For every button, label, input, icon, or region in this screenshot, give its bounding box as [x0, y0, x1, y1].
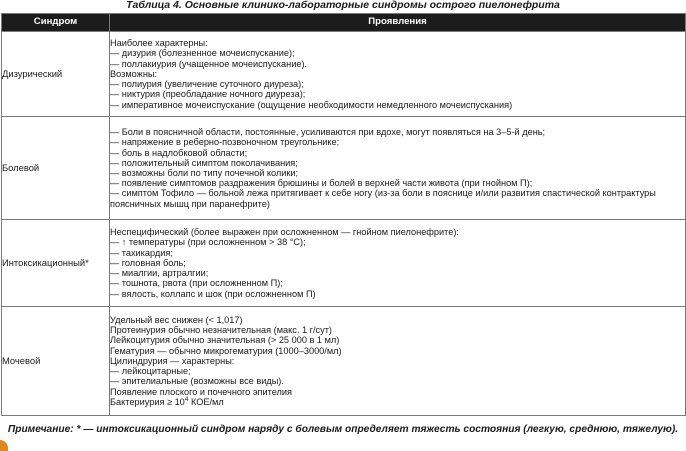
- manifestation-line: — императивное мочеиспускание (ощущение необходимости немедленного мочеиспускания): [110, 99, 513, 110]
- manifestations-cell: [110, 220, 686, 307]
- manifestation-line: — Боли в поясничной области, постоянные, усиливаются при вдохе, могут появляться на 3–5-й день;: [110, 127, 546, 138]
- bacteriuria-exponent: 4: [184, 395, 189, 403]
- syndrome-name: Болевой: [2, 117, 110, 220]
- manifestation-line: Удельный вес снижен (< 1,017): [110, 315, 243, 326]
- manifestations-cell: [110, 307, 686, 416]
- manifestation-line: — полиурия (увеличение суточного диуреза);: [110, 79, 304, 90]
- manifestation-line: — головная боль;: [110, 257, 186, 268]
- manifestation-line: — тошнота, рвота (при осложненном П);: [110, 278, 283, 289]
- bacteriuria-line: [110, 397, 685, 407]
- manifestation-line: Неспецифический (более выражен при осложненном — гнойном пиелонефрите):: [110, 227, 459, 238]
- manifestation-line: Протеинурия обычно незначительная (макс. 1 г/сут): [110, 325, 332, 336]
- manifestation-line: — миалгии, артралгии;: [110, 268, 209, 279]
- bacteriuria-unit: КОЕ/мл: [188, 396, 224, 407]
- syndromes-table: [1, 13, 686, 416]
- manifestation-line: — никтурия (преобладание ночного диуреза);: [110, 89, 306, 100]
- manifestation-line: — вялость, коллапс и шок (при осложненном П): [110, 288, 316, 299]
- manifestation-line: — возможны боли по типу почечной колики;: [110, 168, 299, 178]
- manifestation-line: — боль в надлобковой области;: [110, 147, 248, 158]
- manifestation-line: Наиболее характерны:: [110, 38, 208, 49]
- bacteriuria-text: Бактериурия ≥ 10: [110, 396, 185, 407]
- table-row-pain: [2, 117, 686, 220]
- table-header-row: [2, 14, 686, 32]
- manifestation-line: Цилиндрурия — характерны:: [110, 355, 235, 366]
- manifestation-line: — напряжение в реберно-позвоночном треугольнике;: [110, 137, 340, 148]
- manifestations-cell: [110, 32, 686, 117]
- manifestation-line: — эпителиальные (возможны все виды).: [110, 376, 284, 387]
- page-corner-accent: [0, 440, 8, 451]
- manifestation-line: — ↑ температуры (при осложненном > 38 °С);: [110, 237, 306, 248]
- manifestation-line: Появление плоского и почечного эпителия: [110, 386, 292, 397]
- manifestation-line: — положительный симптом поколачивания;: [110, 157, 298, 168]
- manifestation-line: Возможны:: [110, 68, 158, 79]
- manifestation-line: Лейкоцитурия обычно значительная (> 25 000 в 1 мл): [110, 335, 340, 346]
- manifestation-line: — появление симптомов раздражения брюшины и болей в верхней части живота (при гнойном П);: [110, 178, 533, 189]
- header-syndrome: Синдром: [2, 14, 110, 32]
- table-row-dysuric: [2, 32, 686, 117]
- manifestation-line: — лейкоцитарные;: [110, 366, 191, 377]
- manifestation-line: Гематурия — обычно микрогематурия (1000–3000/мл): [110, 345, 342, 356]
- syndrome-name: Мочевой: [2, 307, 110, 416]
- syndrome-name: Интоксикационный*: [2, 220, 110, 307]
- table-row-intoxication: [2, 220, 686, 307]
- table-caption: Таблица 4. Основные клинико-лабораторные синдромы острого пиелонефрита: [126, 0, 560, 11]
- manifestations-cell: [110, 117, 686, 220]
- table-row-urinary: [2, 307, 686, 416]
- manifestation-line: — симптом Тофило — больной лежа притягивает к себе ногу (из-за боли в пояснице и/или развития спастической контрактуры поясничных мышц при паранефрите): [110, 188, 656, 209]
- manifestation-line: — дизурия (болезненное мочеиспускание);: [110, 48, 295, 59]
- footnote: Примечание: * — интоксикационный синдром наряду с болевым определяет тяжесть состояния (легкую, среднюю, тяжелую).: [7, 424, 679, 435]
- syndrome-name: Дизурический: [2, 32, 110, 117]
- header-manifestations: Проявления: [110, 14, 686, 32]
- manifestation-line: — тахикардия;: [110, 247, 173, 258]
- manifestation-line: — поллакиурия (учащенное мочеиспускание).: [110, 58, 308, 69]
